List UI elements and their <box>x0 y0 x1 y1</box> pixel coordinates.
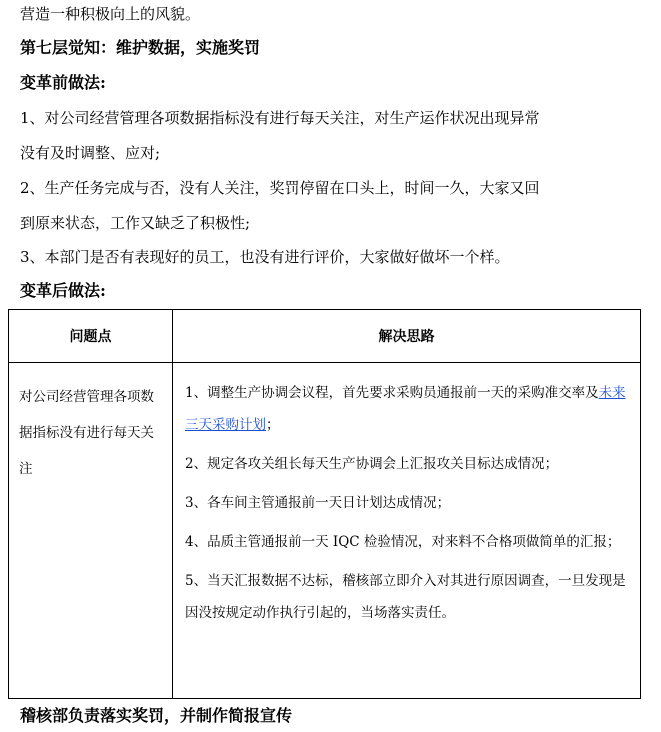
problem-cell <box>9 363 173 699</box>
before-item-1-line-1: 1、对公司经营管理各项数据指标没有进行每天关注，对生产运作状况出现异常 <box>20 109 540 127</box>
solution-item-1-prefix: 1、调整生产协调会议程，首先要求采购员通报前一天的采购准交率及 <box>185 385 599 401</box>
solution-table <box>8 309 641 699</box>
after-heading: 变革后做法: <box>20 281 106 300</box>
table-row <box>9 363 641 699</box>
purchase-plan-link[interactable]: 未来三天采购计划 <box>185 385 626 433</box>
solution-item-5: 5、当天汇报数据不达标，稽核部立即介入对其进行原因调查，一旦发现是因没按规定动作执行引起的，当场落实责任。 <box>185 573 626 621</box>
solution-item-3: 3、各车间主管通报前一天日计划达成情况； <box>185 495 451 511</box>
solution-item-1-suffix: ； <box>266 417 280 433</box>
solution-cell <box>173 363 641 699</box>
problem-text: 对公司经营管理各项数据指标没有进行每天关注 <box>19 389 154 477</box>
solution-item-1 <box>185 377 626 441</box>
before-item-2-line-2: 到原来状态，工作又缺乏了积极性; <box>20 214 251 232</box>
before-item-3: 3、本部门是否有表现好的员工，也没有进行评价，大家做好做坏一个样。 <box>20 248 510 266</box>
solution-list <box>173 363 640 646</box>
header-solution: 解决思路 <box>173 310 641 363</box>
intro-line: 营造一种积极向上的风貌。 <box>20 5 201 23</box>
footer-heading: 稽核部负责落实奖罚，并制作简报宣传 <box>20 706 293 725</box>
section-title: 第七层觉知：维护数据，实施奖罚 <box>20 38 261 57</box>
solution-item-2: 2、规定各攻关组长每天生产协调会上汇报攻关目标达成情况； <box>185 456 559 472</box>
before-item-1-line-2: 没有及时调整、应对; <box>20 144 161 162</box>
header-problem: 问题点 <box>9 310 173 363</box>
table-header-row <box>9 310 641 363</box>
before-item-2-line-1: 2、生产任务完成与否，没有人关注，奖罚停留在口头上，时间一久，大家又回 <box>20 179 540 197</box>
before-heading: 变革前做法: <box>20 73 106 92</box>
solution-item-4: 4、品质主管通报前一天 IQC 检验情况，对来料不合格项做简单的汇报； <box>185 534 621 550</box>
